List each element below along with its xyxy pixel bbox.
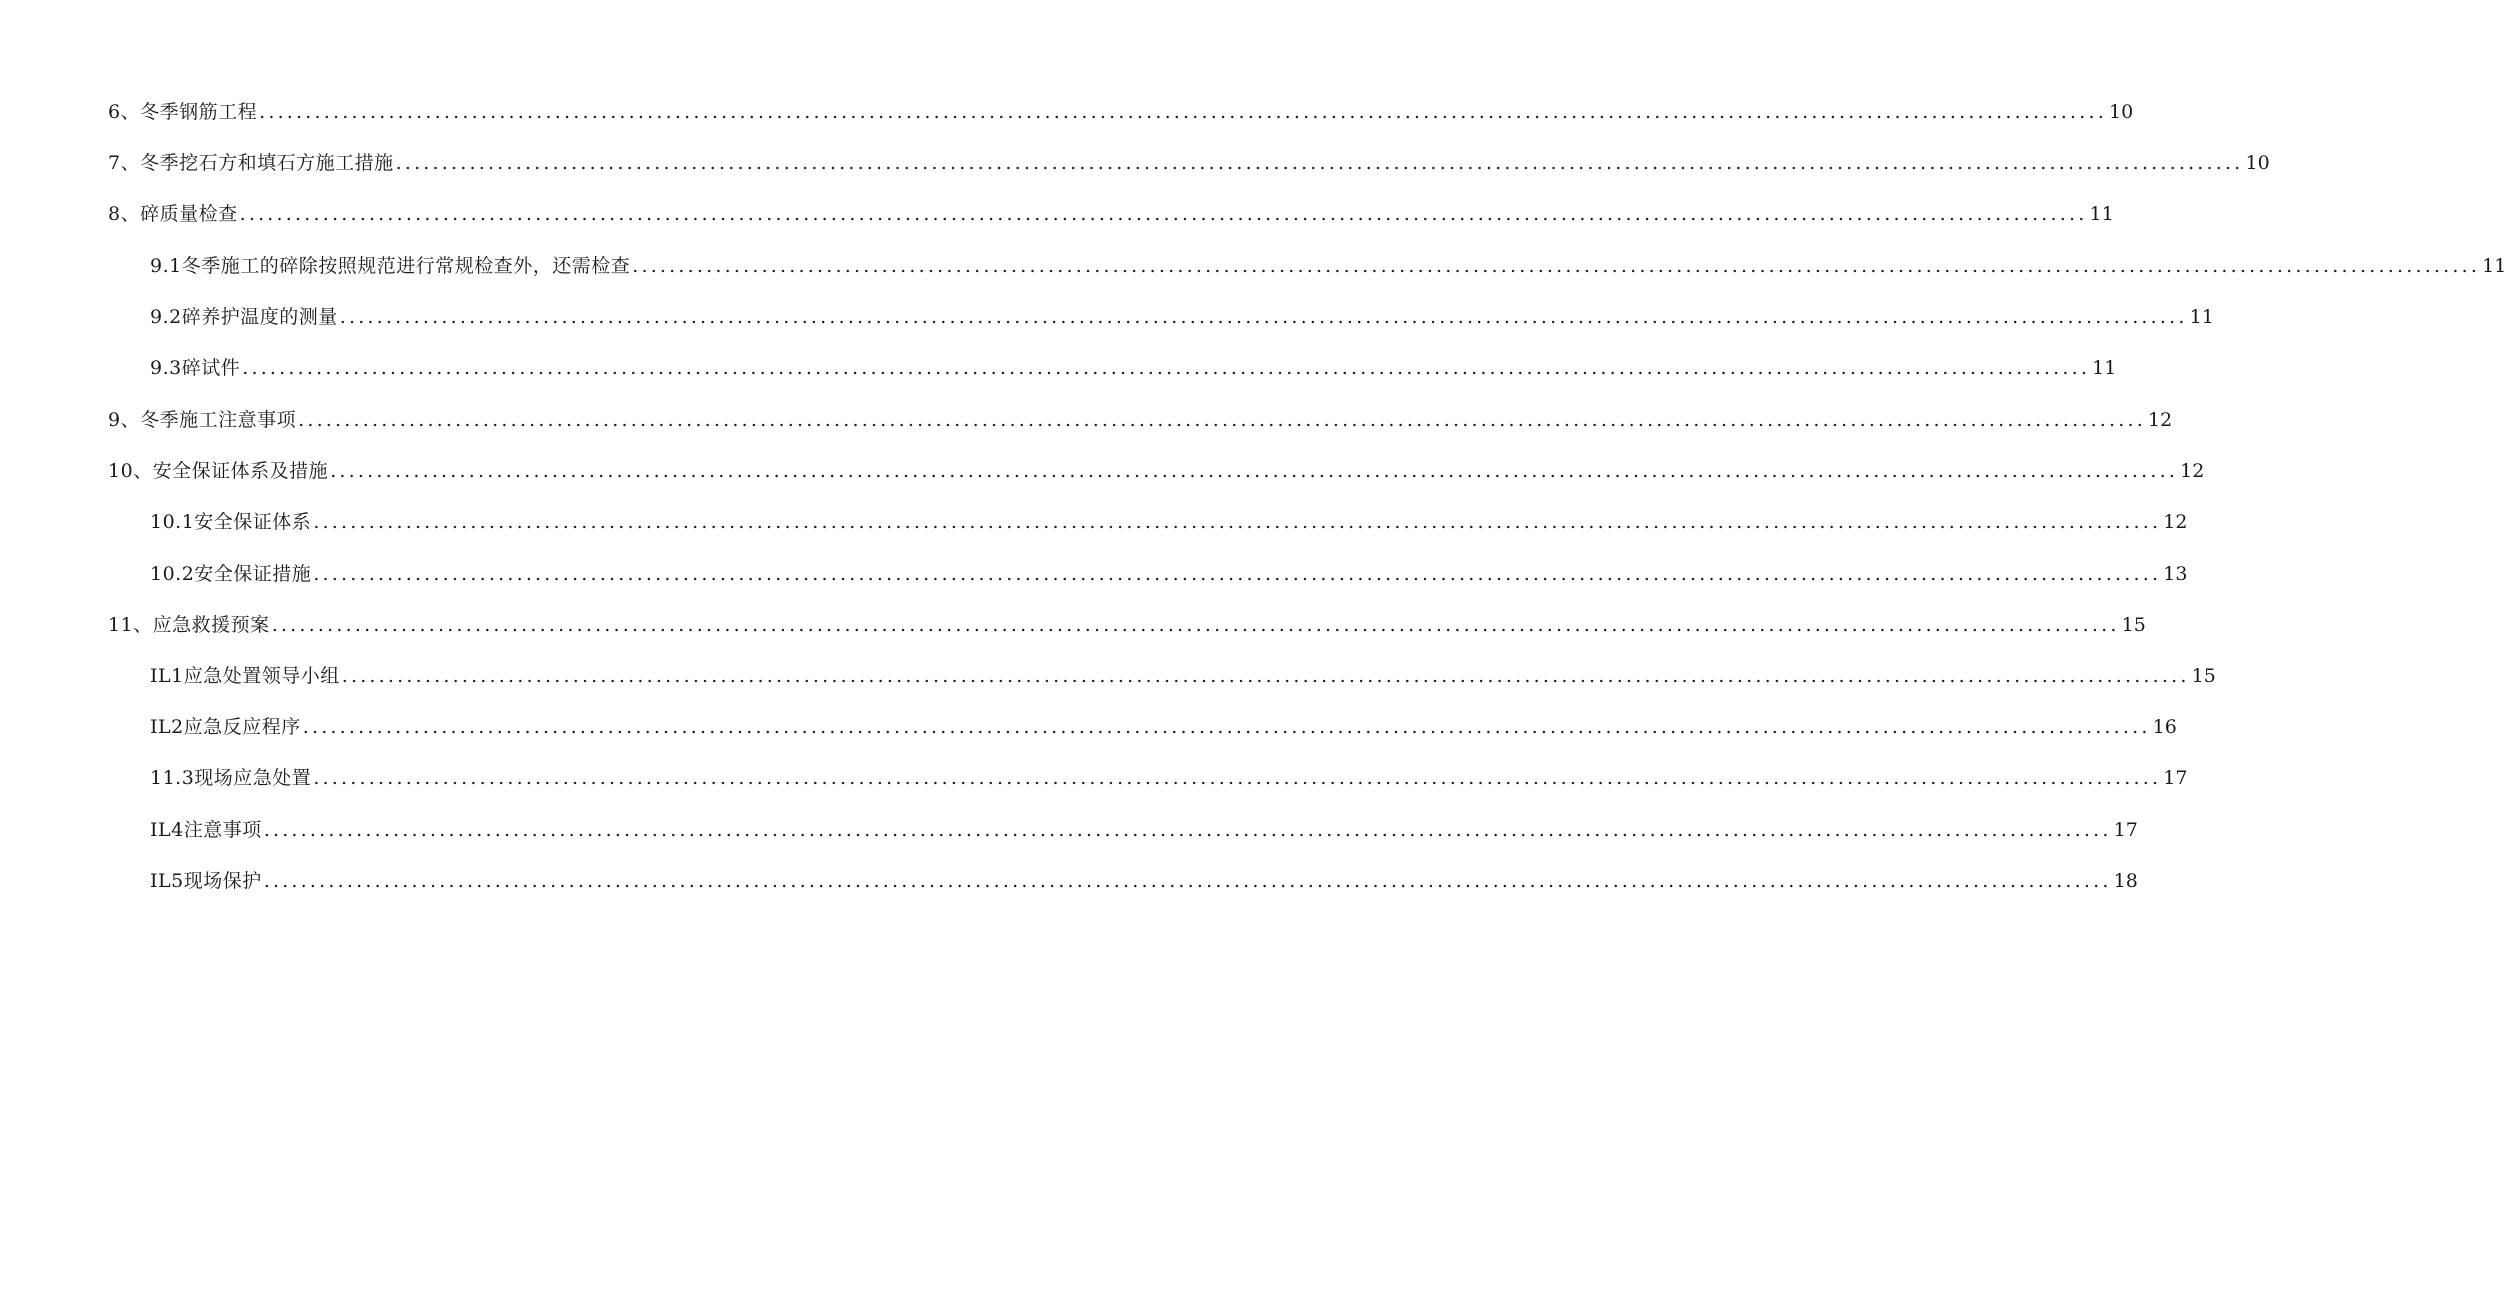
toc-entry-page: 10 bbox=[2109, 101, 2134, 123]
toc-entry-page: 12 bbox=[2148, 409, 2173, 431]
toc-entry-page: 13 bbox=[2163, 563, 2188, 585]
toc-dot-leader: ........................................................................................................................................................................................................ bbox=[313, 563, 2162, 585]
toc-dot-leader: ........................................................................................................................................................................................................ bbox=[313, 767, 2162, 789]
toc-dot-leader: ........................................................................................................................................................................................................ bbox=[313, 511, 2162, 533]
toc-dot-leader: ........................................................................................................................................................................................................ bbox=[242, 357, 2091, 379]
toc-entry[interactable] bbox=[150, 709, 2177, 739]
toc-entry-page: 12 bbox=[2163, 511, 2188, 533]
toc-entry-title: 9、冬季施工注意事项 bbox=[108, 409, 297, 431]
toc-dot-leader: ........................................................................................................................................................................................................ bbox=[239, 203, 2088, 225]
toc-entry-title: 7、冬季挖石方和填石方施工措施 bbox=[108, 152, 394, 174]
toc-entry[interactable] bbox=[150, 556, 2188, 586]
toc-entry-title: 11.3现场应急处置 bbox=[150, 767, 312, 789]
toc-entry-page: 11 bbox=[2189, 306, 2214, 328]
toc-entry-title: 9.3碎试件 bbox=[150, 357, 241, 379]
toc-entry-title: IL1应急处置领导小组 bbox=[150, 665, 340, 687]
toc-dot-leader: ........................................................................................................................................................................................................ bbox=[395, 152, 2244, 174]
toc-entry-page: 12 bbox=[2180, 460, 2205, 482]
toc-entry-title: IL2应急反应程序 bbox=[150, 716, 301, 738]
toc-entry-page: 16 bbox=[2152, 716, 2177, 738]
toc-entry[interactable] bbox=[150, 812, 2138, 842]
toc-dot-leader: ........................................................................................................................................................................................................ bbox=[339, 306, 2188, 328]
toc-entry-page: 15 bbox=[2191, 665, 2216, 687]
toc-entry-page: 10 bbox=[2245, 152, 2270, 174]
toc-entry-page: 15 bbox=[2121, 614, 2146, 636]
toc-entry[interactable] bbox=[108, 145, 2270, 175]
toc-dot-leader: ........................................................................................................................................................................................................ bbox=[330, 460, 2179, 482]
toc-entry-title: IL4注意事项 bbox=[150, 819, 262, 841]
toc-entry-title: 10、安全保证体系及措施 bbox=[108, 460, 329, 482]
toc-entry-page: 11 bbox=[2092, 357, 2117, 379]
toc-entry-title: 9.2碎养护温度的测量 bbox=[150, 306, 338, 328]
toc-entry[interactable] bbox=[108, 196, 2114, 226]
toc-entry-title: 10.2安全保证措施 bbox=[150, 563, 312, 585]
toc-entry-page: 17 bbox=[2163, 767, 2188, 789]
toc-entry-page: 11 bbox=[2089, 203, 2114, 225]
toc-dot-leader: ........................................................................................................................................................................................................ bbox=[271, 614, 2120, 636]
toc-entry[interactable] bbox=[150, 760, 2188, 790]
toc-entry[interactable] bbox=[108, 402, 2173, 432]
toc-entry[interactable] bbox=[108, 607, 2146, 637]
toc-entry[interactable] bbox=[150, 248, 2506, 278]
toc-entry[interactable] bbox=[150, 504, 2188, 534]
toc-entry-title: IL5现场保护 bbox=[150, 870, 262, 892]
toc-entry-title: 9.1冬季施工的碎除按照规范进行常规检查外，还需检查 bbox=[150, 255, 631, 277]
toc-entry[interactable] bbox=[150, 299, 2214, 329]
toc-dot-leader: ........................................................................................................................................................................................................ bbox=[263, 870, 2112, 892]
toc-entry-page: 11 bbox=[2482, 255, 2506, 277]
toc-entry[interactable] bbox=[108, 453, 2205, 483]
toc-entry-title: 8、碎质量检查 bbox=[108, 203, 238, 225]
toc-entry-title: 10.1安全保证体系 bbox=[150, 511, 312, 533]
toc-entry[interactable] bbox=[150, 863, 2138, 893]
toc-dot-leader: ........................................................................................................................................................................................................ bbox=[632, 255, 2481, 277]
toc-entry-page: 18 bbox=[2113, 870, 2138, 892]
toc-dot-leader: ........................................................................................................................................................................................................ bbox=[259, 101, 2108, 123]
toc-entry[interactable] bbox=[150, 350, 2117, 380]
toc-dot-leader: ........................................................................................................................................................................................................ bbox=[302, 716, 2151, 738]
toc-entry-title: 6、冬季钢筋工程 bbox=[108, 101, 258, 123]
toc-entry[interactable] bbox=[150, 658, 2216, 688]
toc-entry[interactable] bbox=[108, 94, 2134, 124]
toc-dot-leader: ........................................................................................................................................................................................................ bbox=[298, 409, 2147, 431]
toc-entry-page: 17 bbox=[2113, 819, 2138, 841]
toc-dot-leader: ........................................................................................................................................................................................................ bbox=[263, 819, 2112, 841]
toc-dot-leader: ........................................................................................................................................................................................................ bbox=[341, 665, 2190, 687]
toc-entry-title: 11、应急救援预案 bbox=[108, 614, 270, 636]
